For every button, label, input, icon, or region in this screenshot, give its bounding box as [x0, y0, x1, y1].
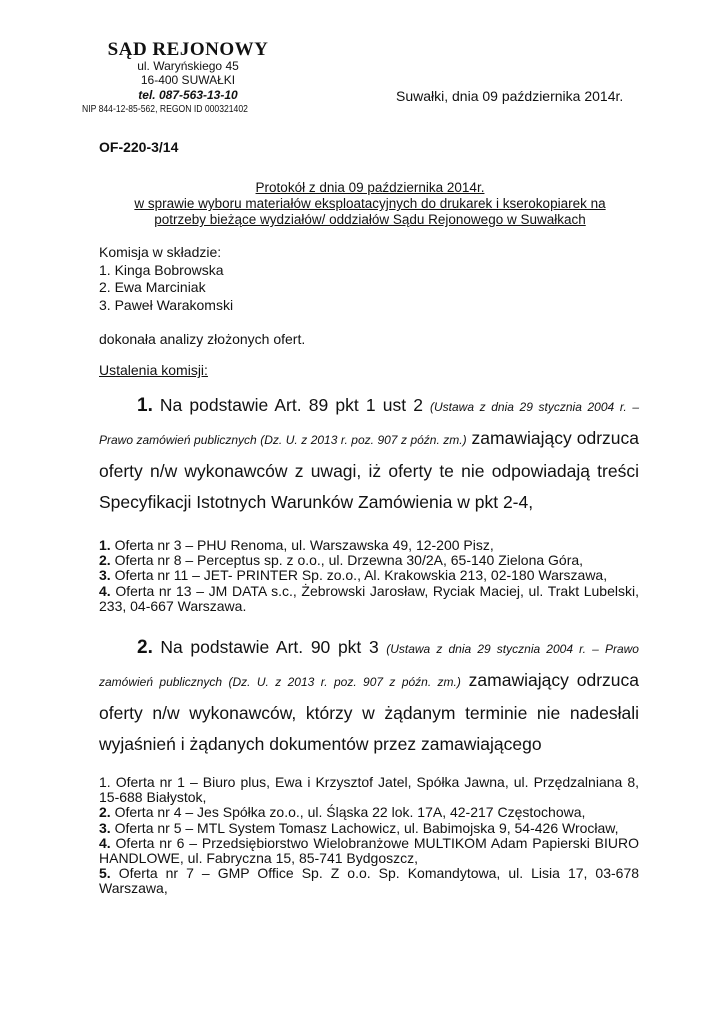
list-item: 1. Oferta nr 3 – PHU Renoma, ul. Warszawska 49, 12-200 Pisz,	[99, 537, 494, 553]
commission-member: 2. Ewa Marciniak	[99, 279, 206, 295]
section-2-offer-list	[99, 775, 639, 897]
title-line-3: potrzeby bieżące wydziałów/ oddziałów Sądu Rejonowego w Suwałkach	[154, 212, 586, 227]
list-item: 1. Oferta nr 1 – Biuro plus, Ewa i Krzysztof Jatel, Spółka Jawna, ul. Przędzalniana 8, 15-688 Białystok,	[99, 774, 640, 806]
commission-heading: Komisja w składzie:	[99, 244, 222, 260]
section-1-text: zamawiający odrzuca oferty n/w wykonawców z uwagi, iż oferty te nie odpowiadają treści Specyfikacji Istotnych Warunków Zamówienia w pkt 2-4,	[99, 428, 639, 512]
list-item: 2. Oferta nr 4 – Jes Spółka zo.o., ul. Śląska 22 lok. 17A, 42-217 Częstochowa,	[99, 804, 586, 821]
commission-member: 1. Kinga Bobrowska	[99, 261, 224, 278]
section-1-lead: Na podstawie Art. 89 pkt 1 ust 2	[159, 395, 423, 415]
list-item: 2. Oferta nr 8 – Perceptus sp. z o.o., ul. Drzewna 30/2A, 65-140 Zielona Góra,	[99, 552, 584, 569]
section-1-offer-list	[99, 538, 639, 614]
list-item: 5. Oferta nr 7 – GMP Office Sp. Z o.o. Sp. Komandytowa, ul. Lisia 17, 03-678 Warszawa,	[99, 865, 640, 897]
court-address-city: 16-400 SUWAŁKI	[140, 73, 236, 87]
court-address-street: ul. Waryńskiego 45	[137, 59, 239, 73]
section-1-paragraph	[99, 390, 639, 518]
findings-heading: Ustalenia komisji:	[99, 362, 208, 378]
title-line-1: Protokół z dnia 09 października 2014r.	[255, 180, 485, 195]
list-item: 4. Oferta nr 6 – Przedsiębiorstwo Wielobranżowe MULTIKOM Adam Papierski BIURO HANDLOWE, ul. Fabryczna 15, 85-741 Bydgoszcz,	[99, 834, 640, 867]
commission-member: 3. Paweł Warakomski	[99, 296, 234, 313]
court-name: SĄD REJONOWY	[107, 39, 269, 60]
document-title	[90, 180, 650, 228]
court-phone: tel. 087-563-13-10	[138, 88, 238, 102]
place-date: Suwałki, dnia 09 października 2014r.	[396, 88, 624, 104]
list-item: 3. Oferta nr 5 – MTL System Tomasz Lachowicz, ul. Babimojska 9, 54-426 Wrocław,	[99, 819, 619, 836]
list-item: 3. Oferta nr 11 – JET- PRINTER Sp. zo.o., Al. Krakowskia 213, 02-180 Warszawa,	[99, 567, 608, 584]
title-line-2: w sprawie wyboru materiałów eksploatacyjnych do drukarek i kserokopiarek na	[134, 196, 606, 211]
section-2-paragraph	[99, 632, 639, 760]
reference-number: OF-220-3/14	[99, 139, 179, 155]
section-2-lead: Na podstawie Art. 90 pkt 3	[160, 637, 379, 657]
analysis-statement: dokonała analizy złożonych ofert.	[99, 331, 306, 347]
section-2-number: 2.	[137, 637, 153, 658]
section-1-number: 1.	[137, 395, 153, 416]
list-item: 4. Oferta nr 13 – JM DATA s.c., Żebrowski Jarosław, Ryciak Maciej, ul. Trakt Lubelski, 233, 04-667 Warszawa.	[99, 582, 639, 614]
section-1-citation: (Ustawa z dnia 29 stycznia 2004 r. – Prawo zamówień publicznych (Dz. U. z 2013 r. poz. 907 z późn. zm.)	[99, 400, 639, 447]
section-2-citation: (Ustawa z dnia 29 stycznia 2004 r. – Prawo zamówień publicznych (Dz. U. z 2013 r. poz. 907 z późn. zm.)	[99, 642, 639, 689]
commission-block	[99, 244, 233, 314]
section-2-text: zamawiający odrzuca oferty n/w wykonawców, którzy w żądanym terminie nie nadesłali wyjaśnień i żądanych dokumentów przez zamawiającego	[99, 670, 639, 754]
court-nip-regon: NIP 844-12-85-562, REGON ID 000321402	[82, 103, 248, 115]
